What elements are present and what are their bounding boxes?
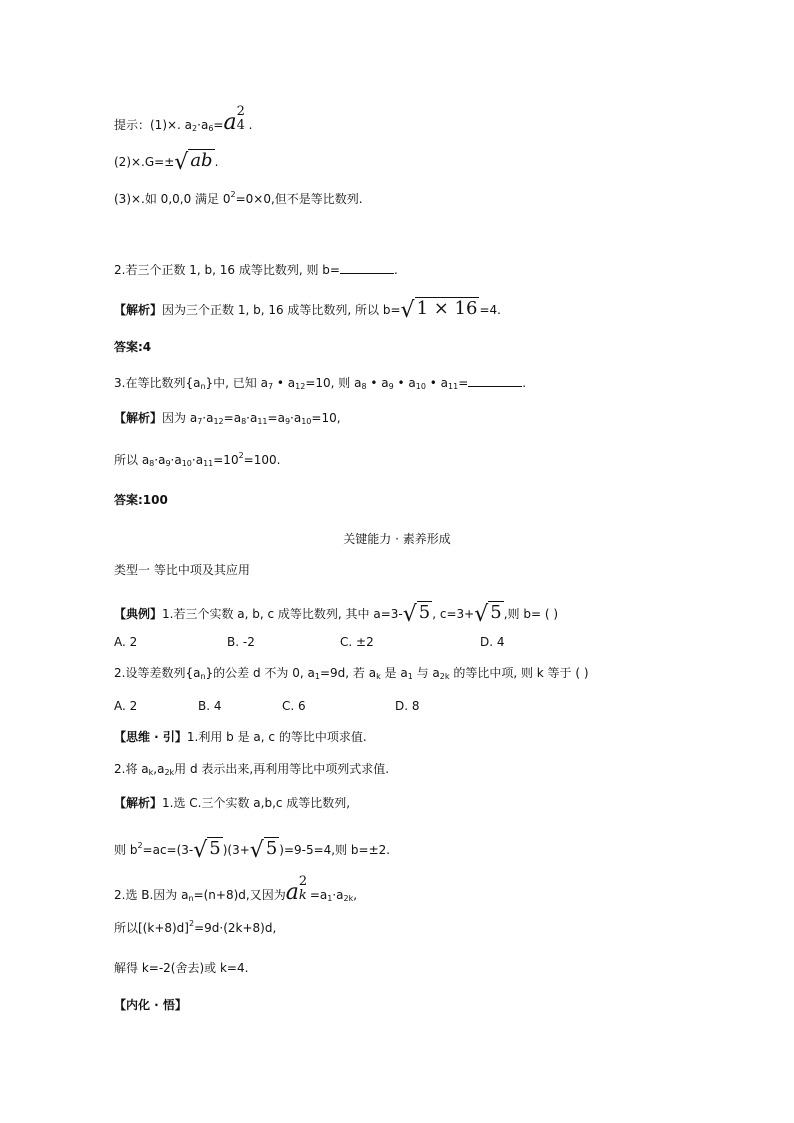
answer-2-result: 解得 k=-2(舍去)或 k=4. [114,961,249,975]
type-heading: 类型一 等比中项及其应用 [114,563,250,577]
think-line-1: 【思维 · 引】1.利用 b 是 a, c 的等比中项求值. [114,730,367,744]
option-a: A. 2 [114,635,138,649]
hint-line-3: (3)×.如 0,0,0 满足 $0^2=0\times 0$,但不是等比数列. [114,190,363,206]
example-2-options [114,700,420,712]
sqrt-5: √ 5 [474,602,502,627]
option-d: D. 8 [395,699,420,713]
hint-line-1: 提示：(1)×. $a_2\cdot a_6=a$ 2 4 . [114,104,253,135]
question-3: 3.在等比数列$\{a_n\}$中, 已知 $a_7$ • $a_{12}=10$, 则 $a_8$ • $a_9$ • $a_{10}$ • $a_{11}=$ . [114,376,527,391]
question-3-analysis: 【解析】因为 $a_7\cdot a_{12}=a_8\cdot a_{11}=a_9\cdot a_{10}=10$, [114,411,341,426]
option-b: B. 4 [198,699,222,713]
section-title: 关键能力 · 素养形成 [343,532,451,546]
answer-blank [340,263,394,274]
sqrt-1x16: √ 1 × 16 [400,298,478,323]
question-2: 2.若三个正数 1, b, 16 成等比数列, 则 b= . [114,263,398,277]
question-2-analysis: 【解析】因为三个正数 1, b, 16 成等比数列, 所以 b=√ 1 × 16 =4. [114,298,501,323]
hint-line-2: (2)×.G=±√ ab . [114,150,219,175]
example-2: 2.设等差数列$\{a_n\}$的公差 d 不为 0, $a_1=9d$, 若 $a_k$ 是 $a_1$ 与 $a_{2k}$ 的等比中项, 则 k 等于 ( ) [114,666,589,681]
internalize-heading: 【内化 · 悟】 [114,998,187,1012]
sqrt-ab: √ ab [174,150,213,175]
option-d: D. 4 [480,635,505,649]
question-2-answer: 答案:4 [114,340,152,354]
answer-2-step: 所以$[(k+8)d]^2=9d\cdot(2k+8)d$, [114,919,277,935]
sqrt-5: √ 5 [249,838,278,863]
answer-blank [468,376,522,387]
option-c: C. ±2 [340,635,374,649]
answer-1: 【解析】1.选 C.三个实数 a,b,c 成等比数列, [114,796,351,810]
example-1: 【典例】1.若三个实数 a, b, c 成等比数列, 其中 a=3-√ 5 , c=3+√ 5 ,则 b= ( ) [114,602,558,627]
answer-2: 2.选 B.因为 $a_n=(n+8)d$,又因为a 2 k $=a_1\cdot a_{2k}$, [114,874,358,905]
question-3-so: 所以 $a_8\cdot a_9\cdot a_{10}\cdot a_{11}=10^2=100$. [114,451,281,468]
option-a: A. 2 [114,699,138,713]
math-a4-squared: a [223,110,237,135]
answer-1-detail: 则 $b^2=ac=(3-√$ 5 )(3+√ 5 )=9-5=4,则 b=±2. [114,838,391,863]
sqrt-5: √ 5 [193,838,221,863]
example-1-options [114,636,505,648]
think-line-2: 2.将 $a_k,a_{2k}$用 d 表示出来,再利用等比中项列式求值. [114,762,390,777]
sqrt-5: √ 5 [402,602,431,627]
option-b: B. -2 [227,635,255,649]
question-3-answer: 答案:100 [114,493,168,507]
option-c: C. 6 [282,699,306,713]
math-ak-squared: a [285,880,299,905]
